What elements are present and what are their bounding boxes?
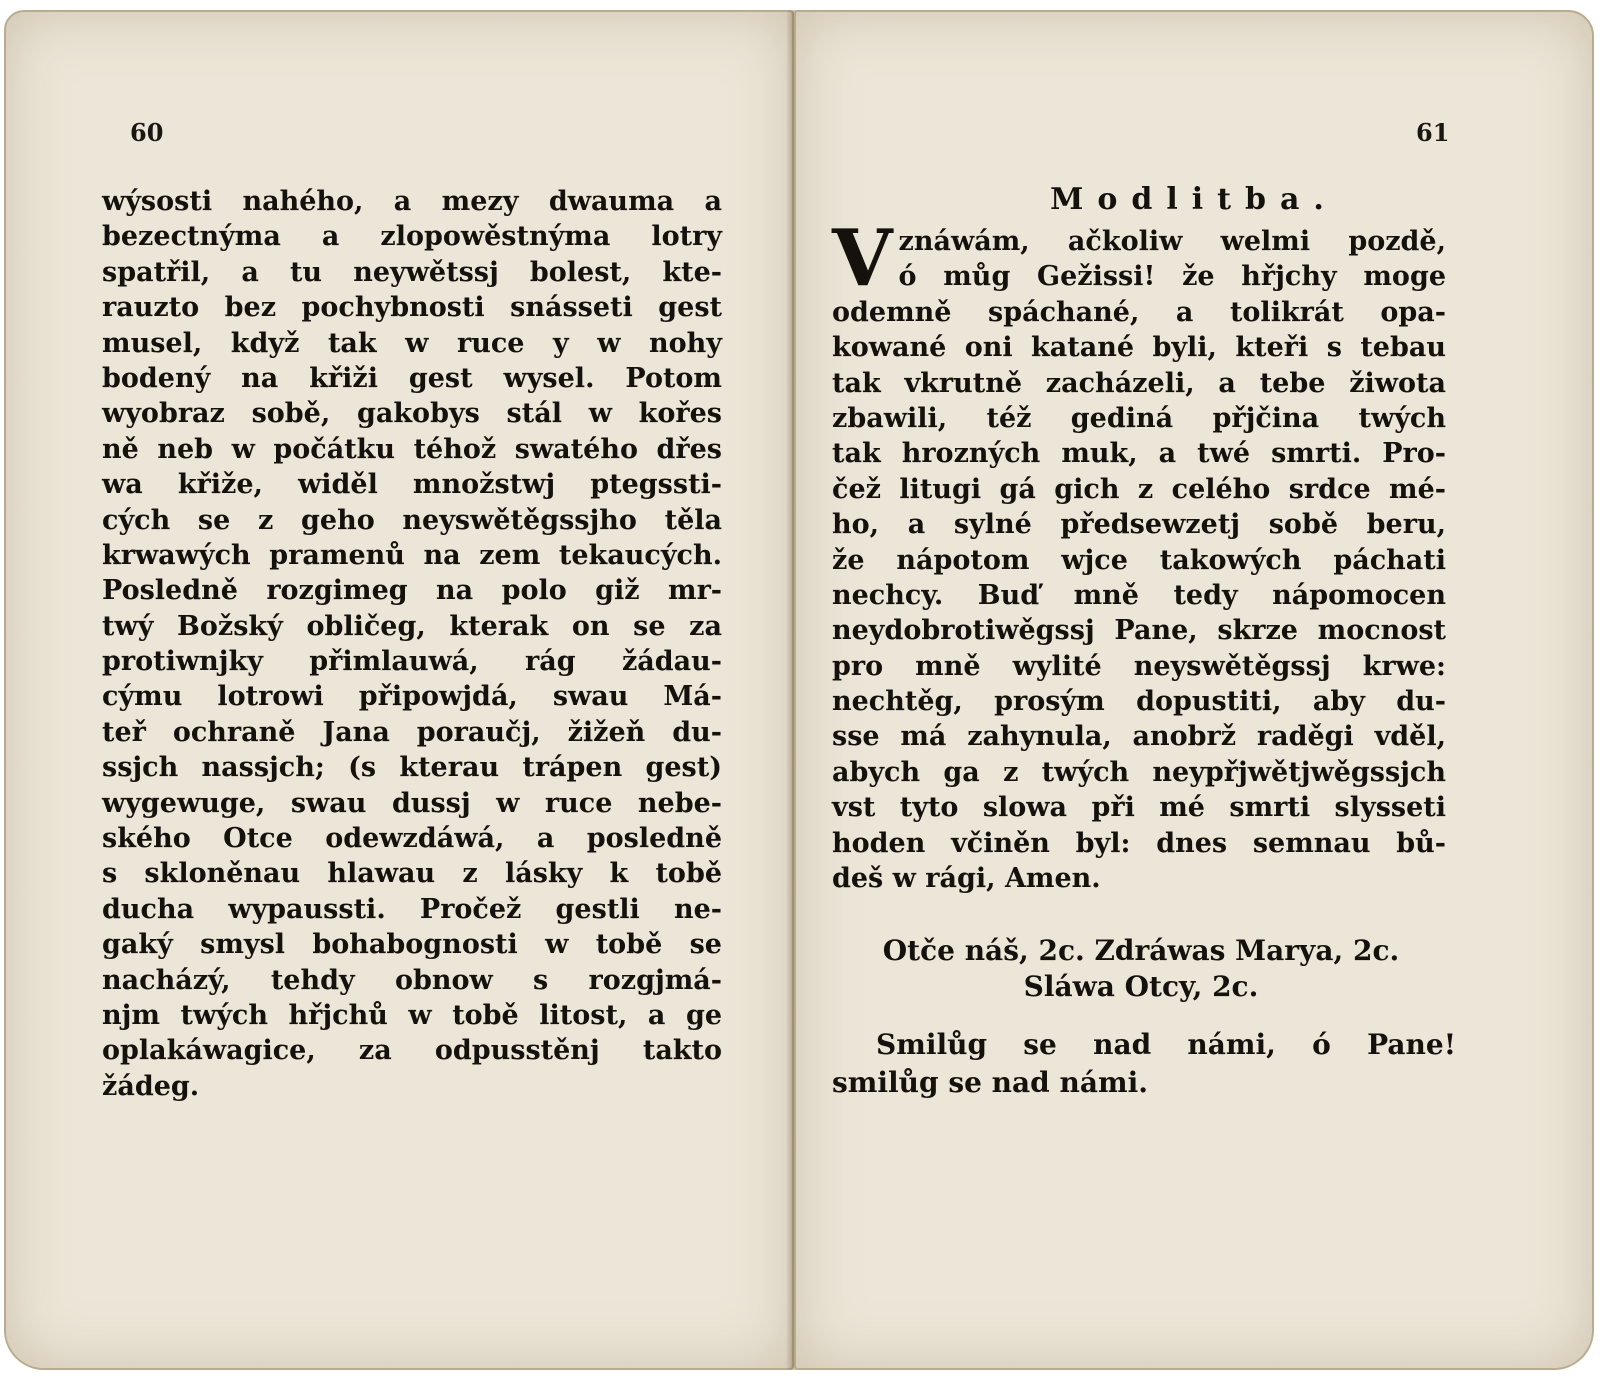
- body-line: protiwnjky přimlauwá, rág žádau-: [102, 646, 722, 678]
- body-line: zbawili, též gediná přjčina twých: [832, 402, 1446, 434]
- body-line: rauzto bez pochybnosti snásseti gest: [102, 292, 722, 324]
- body-line: pro mně wylité neyswětěgssj krwe:: [832, 650, 1446, 682]
- body-line: tak vkrutně zacházeli, a tebe žiwota: [832, 367, 1446, 399]
- body-line: ssjch nassjch; (s kterau trápen gest): [102, 752, 722, 784]
- body-line: vst tyto slowa při mé smrti slysseti: [832, 792, 1446, 824]
- body-line: sse má zahynula, anobrž raděgi vděl,: [832, 721, 1446, 753]
- body-line: oplakáwagice, za odpusstěnj takto: [102, 1035, 722, 1067]
- body-line: ně neb w počátku téhož swatého dřes: [102, 433, 722, 465]
- body-line: tak hrozných muk, a twé smrti. Pro-: [832, 438, 1446, 470]
- body-line: cýmu lotrowi připowjdá, swau Má-: [102, 681, 722, 713]
- left-page-body: [102, 184, 722, 1104]
- body-line: wa křiže, widěl množstwj ptegssti-: [102, 469, 722, 501]
- mercy-line: Smilůg se nad námi, ó Pane!: [876, 1028, 1456, 1061]
- right-page: [794, 10, 1594, 1370]
- body-line: teř ochraně Jana poraučj, žižeň du-: [102, 716, 722, 748]
- body-line: wýsosti nahého, a mezy dwauma a: [102, 186, 722, 217]
- body-line: čež litugi gá gich z celého srdce mé-: [832, 473, 1446, 505]
- body-line: abych ga z twých neypřjwětjwěgssjch: [832, 756, 1446, 788]
- body-line: ó můg Gežissi! že hřjchy moge: [898, 261, 1446, 293]
- body-line: kowané oni katané byli, kteři s tebau: [832, 332, 1446, 364]
- body-line: deš w rági, Amen.: [832, 863, 1101, 895]
- body-line: wyobraz sobě, gakobys stál w kořes: [102, 398, 722, 430]
- body-line: ho, a sylné předsewzetj sobě beru,: [832, 509, 1446, 541]
- body-line: hoden včiněn byl: dnes semnau bů-: [832, 827, 1446, 859]
- right-page-number: 61: [1416, 118, 1450, 147]
- body-line: njm twých hřjchů w tobě litost, a ge: [102, 999, 722, 1031]
- body-line: žádeg.: [102, 1070, 200, 1102]
- closing-prayers-line: Otče náš, 2c. Zdráwas Marya, 2c.: [882, 934, 1400, 967]
- body-line: cých se z geho neyswětěgssjho těla: [102, 504, 722, 536]
- body-line: bezectnýma a zlopowěstnýma lotry: [102, 221, 722, 253]
- right-page-body: [832, 213, 1446, 896]
- body-line: ského Otce odewzdáwá, a posledně: [102, 823, 722, 855]
- left-page: [4, 10, 794, 1370]
- body-line: krwawých pramenů na zem tekaucých.: [102, 539, 722, 571]
- body-line: bodený na křiži gest wysel. Potom: [102, 362, 722, 394]
- body-line: odemně spáchané, a tolikrát opa-: [832, 296, 1446, 328]
- prayer-title: Modlitba.: [1050, 182, 1338, 217]
- mercy-line: smilůg se nad námi.: [832, 1066, 1149, 1099]
- body-line: spatřil, a tu neywětssj bolest, kte-: [102, 256, 722, 288]
- body-line: nacházý, tehdy obnow s rozgjmá-: [102, 964, 722, 996]
- body-line: nechtěg, prosým dopustiti, aby du-: [832, 686, 1446, 718]
- body-line: nechcy. Buď mně tedy nápomocen: [832, 579, 1446, 611]
- body-line: znáwám, ačkoliw welmi pozdě,: [898, 226, 1446, 257]
- body-line: že nápotom wjce takowých páchati: [832, 544, 1446, 576]
- closing-prayers-line: Sláwa Otcy, 2c.: [1023, 970, 1259, 1003]
- body-line: gaký smysl bohabognosti w tobě se: [102, 929, 722, 961]
- body-line: ducha wypaussti. Pročež gestli ne-: [102, 893, 722, 925]
- body-line: twý Božský obličeg, kterak on se za: [102, 610, 722, 642]
- body-line: neydobrotiwěgssj Pane, skrze mocnost: [832, 615, 1446, 647]
- body-line: Posledně rozgimeg na polo giž mr-: [102, 575, 722, 607]
- drop-cap: V: [832, 213, 893, 304]
- body-line: wygewuge, swau dussj w ruce nebe-: [102, 787, 722, 819]
- body-line: s skloněnau hlawau z lásky k tobě: [102, 858, 722, 890]
- left-page-number: 60: [130, 118, 164, 147]
- body-line: musel, když tak w ruce y w nohy: [102, 327, 722, 359]
